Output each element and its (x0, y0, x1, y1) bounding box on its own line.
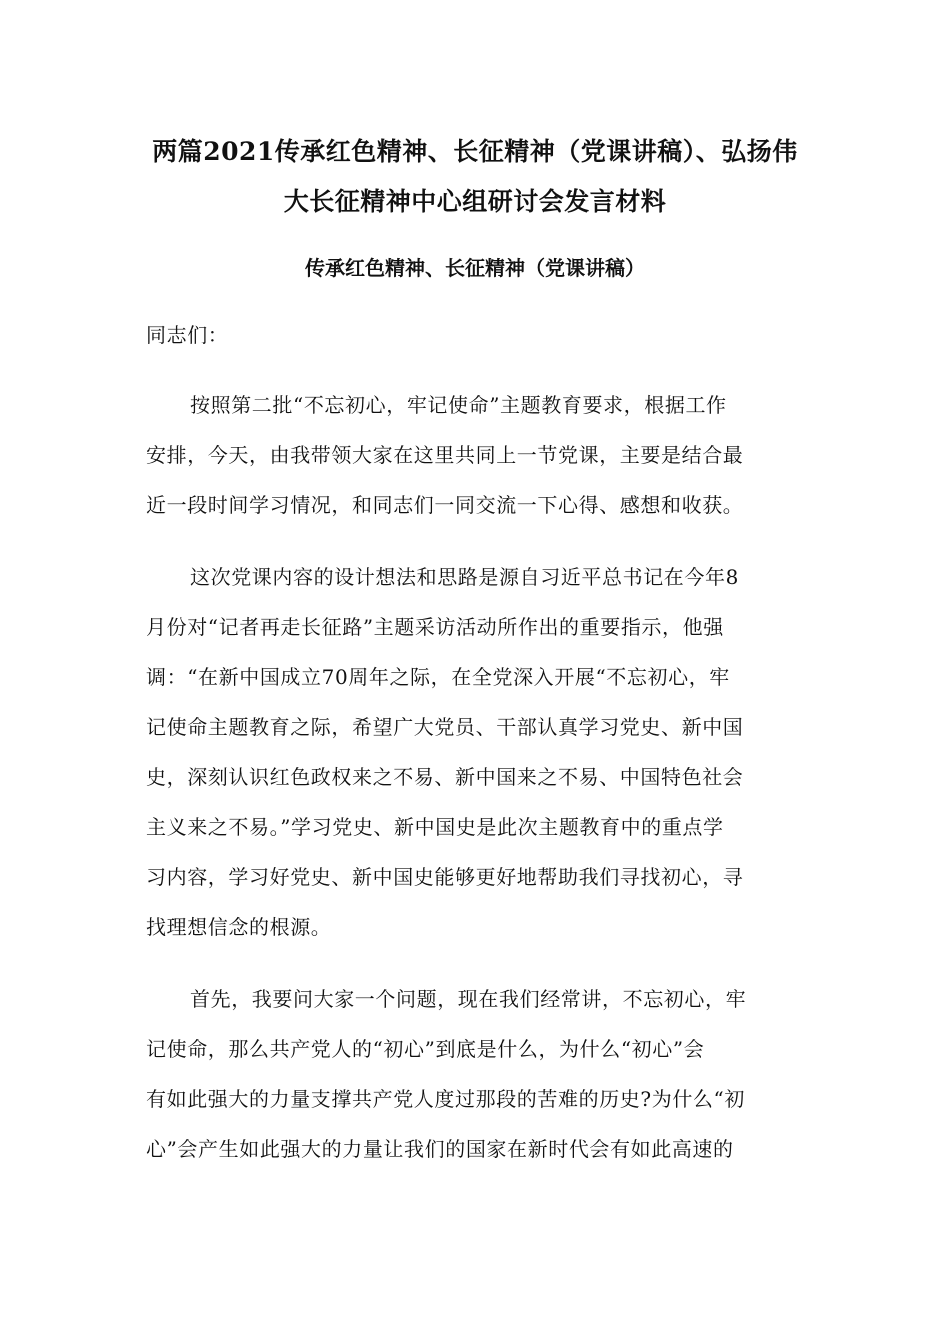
paragraph-3-line-2: 记使命，那么共产党人的“初心”到底是什么，为什么“初心”会 (146, 1037, 705, 1061)
document-subtitle: 传承红色精神、长征精神（党课讲稿） (305, 256, 645, 280)
paragraph-3-line-4: 心”会产生如此强大的力量让我们的国家在新时代会有如此高速的 (146, 1137, 734, 1161)
paragraph-3-line-1: 首先，我要问大家一个问题，现在我们经常讲，不忘初心，牢 (190, 987, 747, 1011)
paragraph-2-line-1: 这次党课内容的设计想法和思路是源自习近平总书记在今年8 (190, 565, 739, 589)
paragraph-1-line-1: 按照第二批“不忘初心，牢记使命”主题教育要求，根据工作 (190, 393, 727, 417)
paragraph-2-line-3: 调：“在新中国成立70周年之际，在全党深入开展“不忘初心，牢 (146, 665, 730, 689)
paragraph-2-line-2: 月份对“记者再走长征路”主题采访活动所作出的重要指示，他强 (146, 615, 724, 639)
document-title-line-2: 大长征精神中心组研讨会发言材料 (283, 187, 667, 216)
salutation: 同志们： (146, 323, 229, 347)
paragraph-2-line-4: 记使命主题教育之际，希望广大党员、干部认真学习党史、新中国 (146, 715, 744, 739)
document-title-line-1: 两篇2021传承红色精神、长征精神（党课讲稿）、弘扬伟 (152, 137, 798, 166)
paragraph-1-line-2: 安排，今天，由我带领大家在这里共同上一节党课，主要是结合最 (146, 443, 744, 467)
paragraph-3-line-3: 有如此强大的力量支撑共产党人度过那段的苦难的历史?为什么“初 (146, 1087, 745, 1111)
paragraph-2-line-7: 习内容，学习好党史、新中国史能够更好地帮助我们寻找初心，寻 (146, 865, 744, 889)
paragraph-2-line-5: 史，深刻认识红色政权来之不易、新中国来之不易、中国特色社会 (146, 765, 744, 789)
paragraph-1-line-3: 近一段时间学习情况，和同志们一同交流一下心得、感想和收获。 (146, 493, 744, 517)
paragraph-2-line-6: 主义来之不易。”学习党史、新中国史是此次主题教育中的重点学 (146, 815, 724, 839)
paragraph-2-line-8: 找理想信念的根源。 (146, 915, 332, 939)
